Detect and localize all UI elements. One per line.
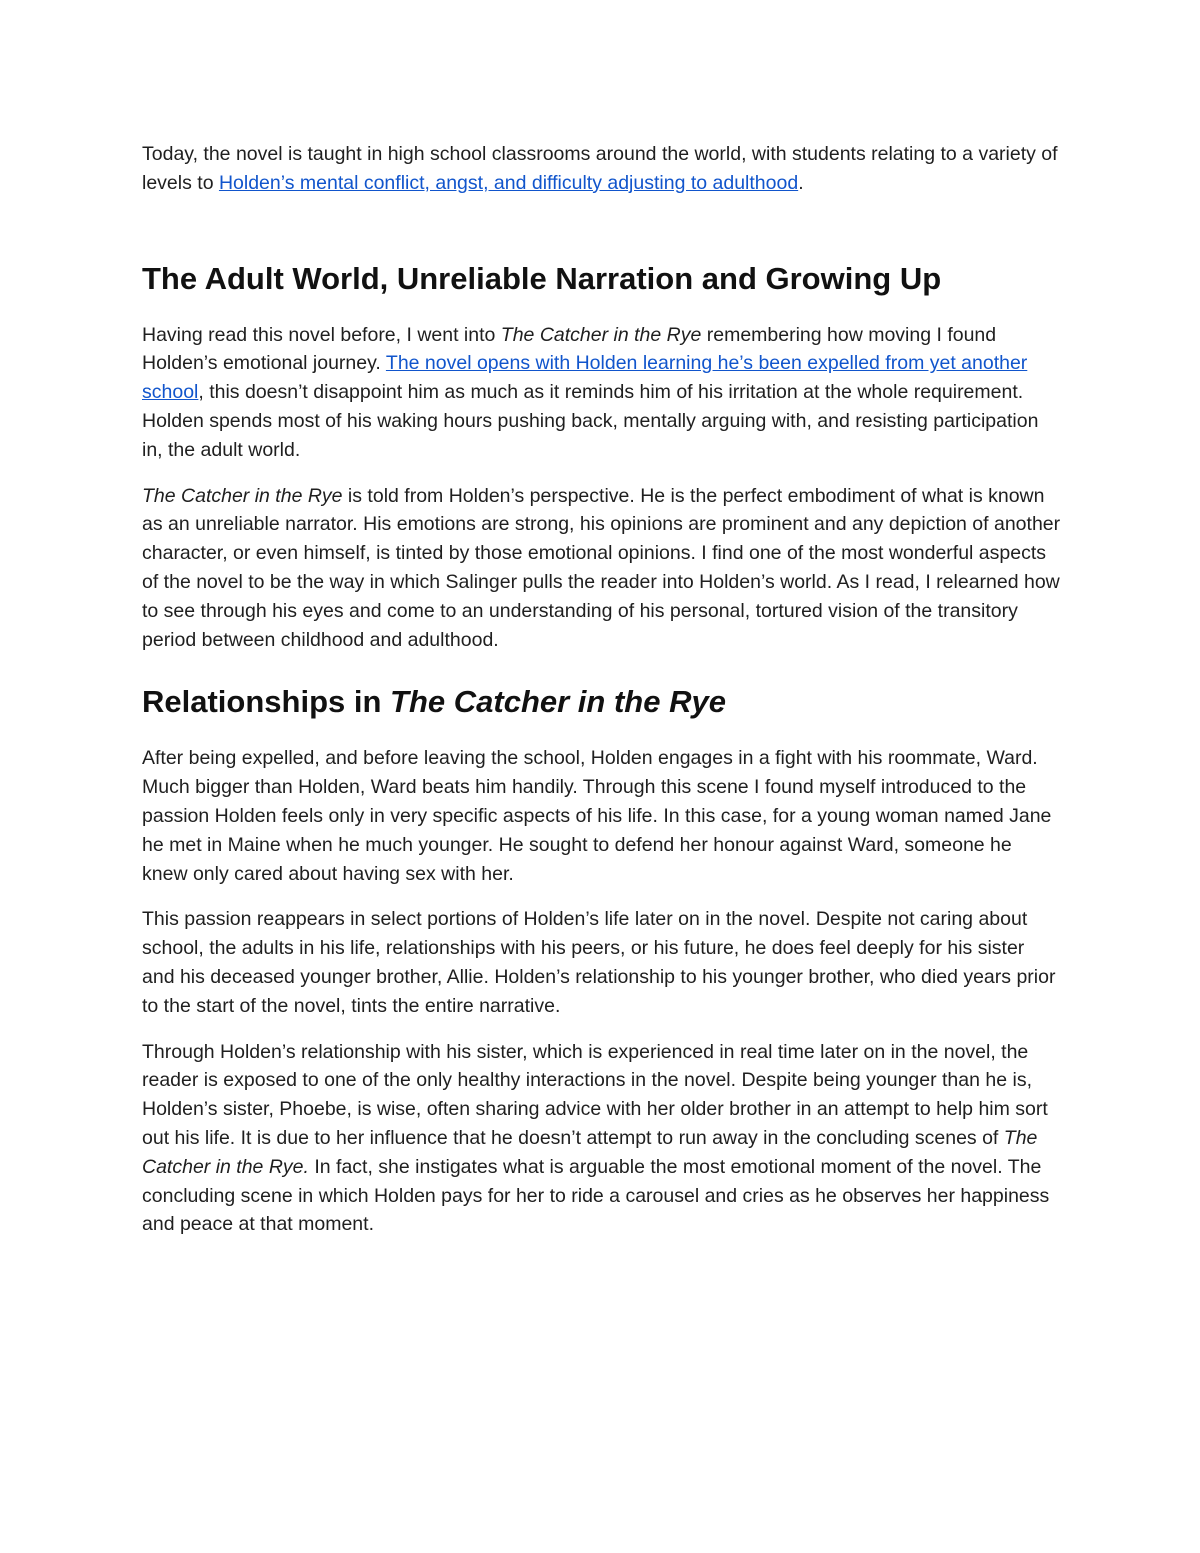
adult-p1-text-1: Having read this novel before, I went into bbox=[142, 323, 501, 346]
adult-p2-text: is told from Holden’s perspective. He is the perfect embodiment of what is known as an unreliable narrator. His emotions are strong, his opinions are prominent and any depiction of another character, or even himself, is tinted by those emotional opinions. I find one of the most wonderful aspects of the novel to be the way in which Salinger pulls the reader into Holden’s world. As I read, I relearned how to see through his eyes and come to an understanding of his personal, tortured vision of the transitory period between childhood and adulthood. bbox=[142, 484, 1061, 651]
adult-p1-text-2: remembering how moving I found Holden’s emotional journey. bbox=[142, 323, 997, 375]
relationships-p3-text-2: In fact, she instigates what is arguable the most emotional moment of the novel. The concluding scene in which Holden pays for her to ride a carousel and cries as he observes her happiness and peace at that moment. bbox=[142, 1155, 1050, 1236]
relationships-heading-plain: Relationships in bbox=[142, 684, 391, 720]
intro-paragraph bbox=[142, 140, 1062, 198]
intro-text-before: Today, the novel is taught in high school classrooms around the world, with students relating to a variety of levels to bbox=[142, 143, 1058, 194]
book-title-italic: The Catcher in the Rye bbox=[142, 484, 343, 507]
intro-text-after: . bbox=[798, 171, 804, 194]
holden-conflict-link[interactable]: Holden’s mental conflict, angst, and difficulty adjusting to adulthood bbox=[218, 171, 799, 194]
adult-paragraph-1 bbox=[142, 321, 1062, 465]
relationships-paragraph-3 bbox=[142, 1038, 1062, 1240]
book-title-italic: The Catcher in the Rye bbox=[500, 323, 702, 346]
expelled-link[interactable]: The novel opens with Holden learning he’s been expelled from yet another school bbox=[142, 352, 1028, 404]
relationships-paragraph-2: This passion reappears in select portions of Holden’s life later on in the novel. Despite not caring about school, the adults in his life, relationships with his peers, or his future, he does feel deeply for his sister and his deceased younger brother, Allie. Holden’s relationship to his younger brother, who died years prior to the start of the novel, tints the entire narrative. bbox=[142, 908, 1056, 1017]
adult-world-heading: The Adult World, Unreliable Narration and Growing Up bbox=[142, 260, 942, 296]
relationships-paragraph-1: After being expelled, and before leaving the school, Holden engages in a fight with his roommate, Ward. Much bigger than Holden, Ward beats him handily. Through this scene I found myself introduced to the passion Holden feels only in very specific aspects of his life. In this case, for a young woman named Jane he met in Maine when he much younger. He sought to defend her honour against Ward, someone he knew only cared about having sex with her. bbox=[142, 747, 1052, 885]
document-page bbox=[142, 140, 1062, 1239]
adult-p1-text-3: , this doesn’t disappoint him as much as it reminds him of his irritation at the whole requirement. Holden spends most of his waking hours pushing back, mentally arguing with, and resisting participation in, the adult world. bbox=[142, 381, 1039, 461]
book-title-italic: The Catcher in the Rye. bbox=[142, 1126, 1038, 1178]
adult-paragraph-2 bbox=[142, 482, 1062, 655]
relationships-heading bbox=[142, 682, 1062, 722]
relationships-p3-text-1: Through Holden’s relationship with his sister, which is experienced in real time later on in the novel, the reader is exposed to one of the only healthy interactions in the novel. Despite being younger than he is, Holden’s sister, Phoebe, is wise, often sharing advice with her older brother in an attempt to help him sort out his life. It is due to her influence that he doesn’t attempt to run away in the concluding scenes of bbox=[142, 1040, 1048, 1149]
relationships-heading-italic: The Catcher in the Rye bbox=[390, 684, 726, 720]
